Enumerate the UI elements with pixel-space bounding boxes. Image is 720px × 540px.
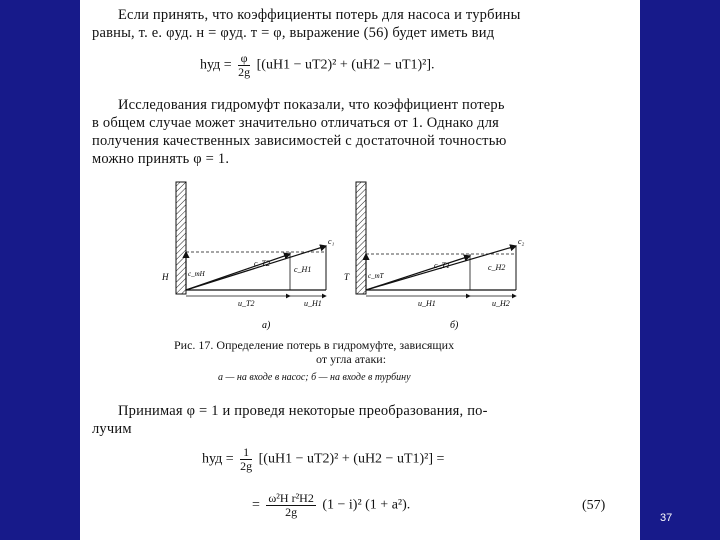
right-label-ch2: c_H2 bbox=[488, 263, 506, 272]
paragraph-2-line-1: Исследования гидромуфт показали, что коэффициент потерь bbox=[118, 97, 505, 113]
formula-1-fraction bbox=[238, 52, 250, 79]
left-label-c1: c₁ bbox=[328, 237, 335, 246]
paragraph-1-line-1: Если принять, что коэффициенты потерь для насоса и турбины bbox=[118, 7, 521, 23]
paragraph-2 bbox=[92, 96, 617, 168]
formula-2-rhs: [(uН1 − uТ2)² + (uН2 − uТ1)²] = bbox=[258, 451, 445, 467]
formula-2-numerator: 1 bbox=[240, 446, 252, 460]
formula-3-lhs: = bbox=[252, 497, 260, 513]
right-label-c2: c₂ bbox=[518, 237, 525, 246]
paragraph-3-line-2: лучим bbox=[92, 421, 132, 437]
right-label-cmt: c_mT bbox=[368, 272, 384, 280]
formula-1-rhs: [(uН1 − uТ2)² + (uН2 − uТ1)²]. bbox=[256, 57, 435, 73]
document-page bbox=[80, 0, 640, 540]
left-label-ch1: c_H1 bbox=[294, 265, 312, 274]
left-label-cmh: c_mH bbox=[188, 270, 205, 278]
figure-17-diagram bbox=[150, 178, 550, 338]
formula-2-lhs: hуд = bbox=[202, 451, 234, 467]
paragraph-2-line-2: в общем случае может значительно отличаться от 1. Однако для bbox=[92, 115, 500, 131]
left-subfigure-label: а) bbox=[262, 320, 271, 331]
left-label-uh1: u_H1 bbox=[304, 299, 322, 308]
right-wall-label: Т bbox=[344, 272, 350, 282]
slide-number: 37 bbox=[660, 512, 673, 524]
paragraph-1-line-2: равны, т. е. φуд. н = φуд. т = φ, выражение (56) будет иметь вид bbox=[92, 25, 495, 41]
figure-caption-line-3: а — на входе в насос; б — на входе в турбину bbox=[218, 372, 411, 383]
left-wall-label: Н bbox=[162, 272, 169, 282]
left-wall-hatch bbox=[176, 182, 186, 294]
figure-caption-line-1: Рис. 17. Определение потерь в гидромуфте, зависящих bbox=[174, 338, 455, 352]
formula-3-fraction bbox=[266, 492, 315, 519]
formula-3-denominator: 2g bbox=[285, 505, 298, 519]
formula-3-rhs: (1 − i)² (1 + a²). bbox=[322, 497, 411, 513]
right-wall-hatch bbox=[356, 182, 366, 294]
formula-2-denominator: 2g bbox=[240, 459, 253, 473]
formula-2-fraction bbox=[240, 446, 252, 473]
left-label-ct2: c_T2 bbox=[254, 259, 270, 268]
right-subfigure-label: б) bbox=[450, 320, 459, 331]
right-label-uh2: u_H2 bbox=[492, 299, 510, 308]
formula-1 bbox=[200, 52, 435, 79]
paragraph-3-line-1: Принимая φ = 1 и проведя некоторые преобразования, по- bbox=[118, 403, 488, 419]
equation-number: (57) bbox=[582, 498, 606, 513]
left-label-ut2: u_T2 bbox=[238, 299, 255, 308]
formula-1-denominator: 2g bbox=[238, 65, 251, 79]
formula-3 bbox=[252, 492, 410, 519]
paragraph-2-line-4: можно принять φ = 1. bbox=[92, 151, 230, 167]
right-label-uh1: u_H1 bbox=[418, 299, 436, 308]
formula-1-lhs: hуд = bbox=[200, 57, 232, 73]
formula-3-numerator: ω²Н r²Н2 bbox=[268, 491, 314, 505]
paragraph-2-line-3: получения качественных зависимостей с достаточной точностью bbox=[92, 133, 507, 149]
formula-1-numerator: φ bbox=[238, 52, 250, 66]
right-label-ct1: c_T1 bbox=[434, 261, 450, 270]
paragraph-1 bbox=[92, 6, 617, 42]
paragraph-3 bbox=[92, 402, 617, 438]
figure-caption-line-2: от угла атаки: bbox=[316, 352, 387, 366]
formula-2 bbox=[202, 446, 444, 473]
